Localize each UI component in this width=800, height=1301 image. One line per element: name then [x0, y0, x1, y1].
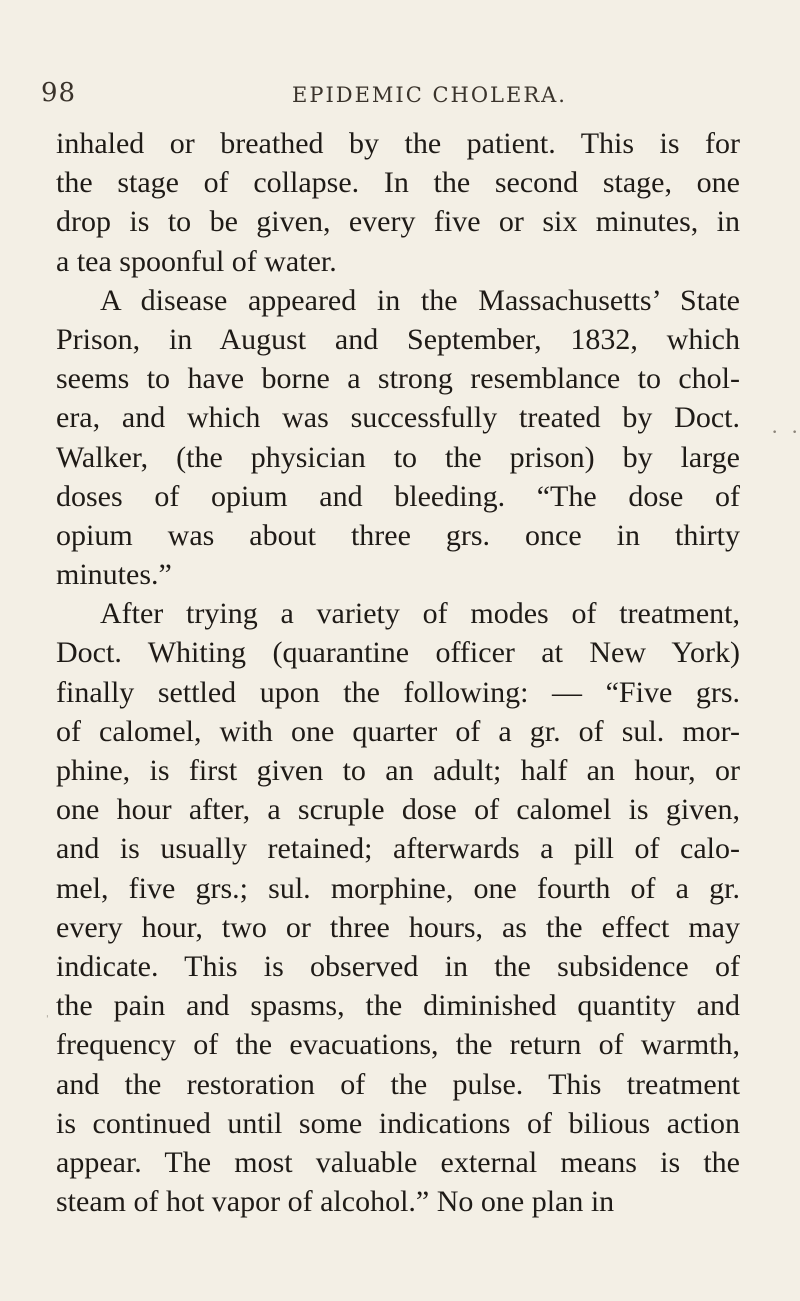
text-line: seems to have borne a strong resemblance to chol- [56, 362, 740, 396]
text-line: Walker, (the physician to the prison) by large [56, 440, 740, 474]
text-line: A disease appeared in the Massachusetts’ State [100, 283, 740, 317]
text-line: era, and which was successfully treated by Doct. [56, 401, 740, 435]
text-line: frequency of the evacuations, the return of warmth, [56, 1028, 740, 1062]
paper-speck: • [772, 428, 778, 438]
text-line: of calomel, with one quarter of a gr. of sul. mor- [56, 714, 740, 748]
text-line: finally settled upon the following: — “Five grs. [56, 675, 740, 709]
text-line: the stage of collapse. In the second stage, one [56, 166, 740, 200]
text-line: the pain and spasms, the diminished quantity and [56, 989, 740, 1023]
text-line: indicate. This is observed in the subsidence of [56, 949, 740, 983]
text-line: appear. The most valuable external means is the [56, 1145, 740, 1179]
text-line: a tea spoonful of water. [56, 244, 337, 278]
body-text [56, 124, 740, 1221]
text-line: minutes.” [56, 558, 172, 592]
page-header [0, 78, 800, 118]
text-line: Doct. Whiting (quarantine officer at New York) [56, 636, 740, 670]
text-line: steam of hot vapor of alcohol.” No one plan in [56, 1185, 615, 1219]
page-number: 98 [41, 78, 77, 108]
text-line: every hour, two or three hours, as the effect may [56, 910, 740, 944]
text-line: Prison, in August and September, 1832, which [56, 322, 740, 356]
text-line: and the restoration of the pulse. This treatment [56, 1067, 740, 1101]
text-line: doses of opium and bleeding. “The dose of [56, 479, 740, 513]
text-line: inhaled or breathed by the patient. This is for [56, 127, 740, 160]
paper-speck: • [792, 428, 798, 438]
paper-speck: ˈ [46, 1015, 49, 1025]
text-line: opium was about three grs. once in thirty [56, 518, 740, 552]
running-head: EPIDEMIC CHOLERA. [292, 83, 567, 107]
text-line: After trying a variety of modes of treatment, [100, 597, 740, 631]
text-line: one hour after, a scruple dose of calomel is given, [56, 793, 740, 827]
text-line: and is usually retained; afterwards a pill of calo- [56, 832, 740, 866]
text-line: is continued until some indications of bilious action [56, 1106, 740, 1140]
text-line: drop is to be given, every five or six minutes, in [56, 205, 740, 239]
text-line: phine, is first given to an adult; half an hour, or [56, 754, 740, 787]
text-line: mel, five grs.; sul. morphine, one fourth of a gr. [56, 871, 740, 905]
